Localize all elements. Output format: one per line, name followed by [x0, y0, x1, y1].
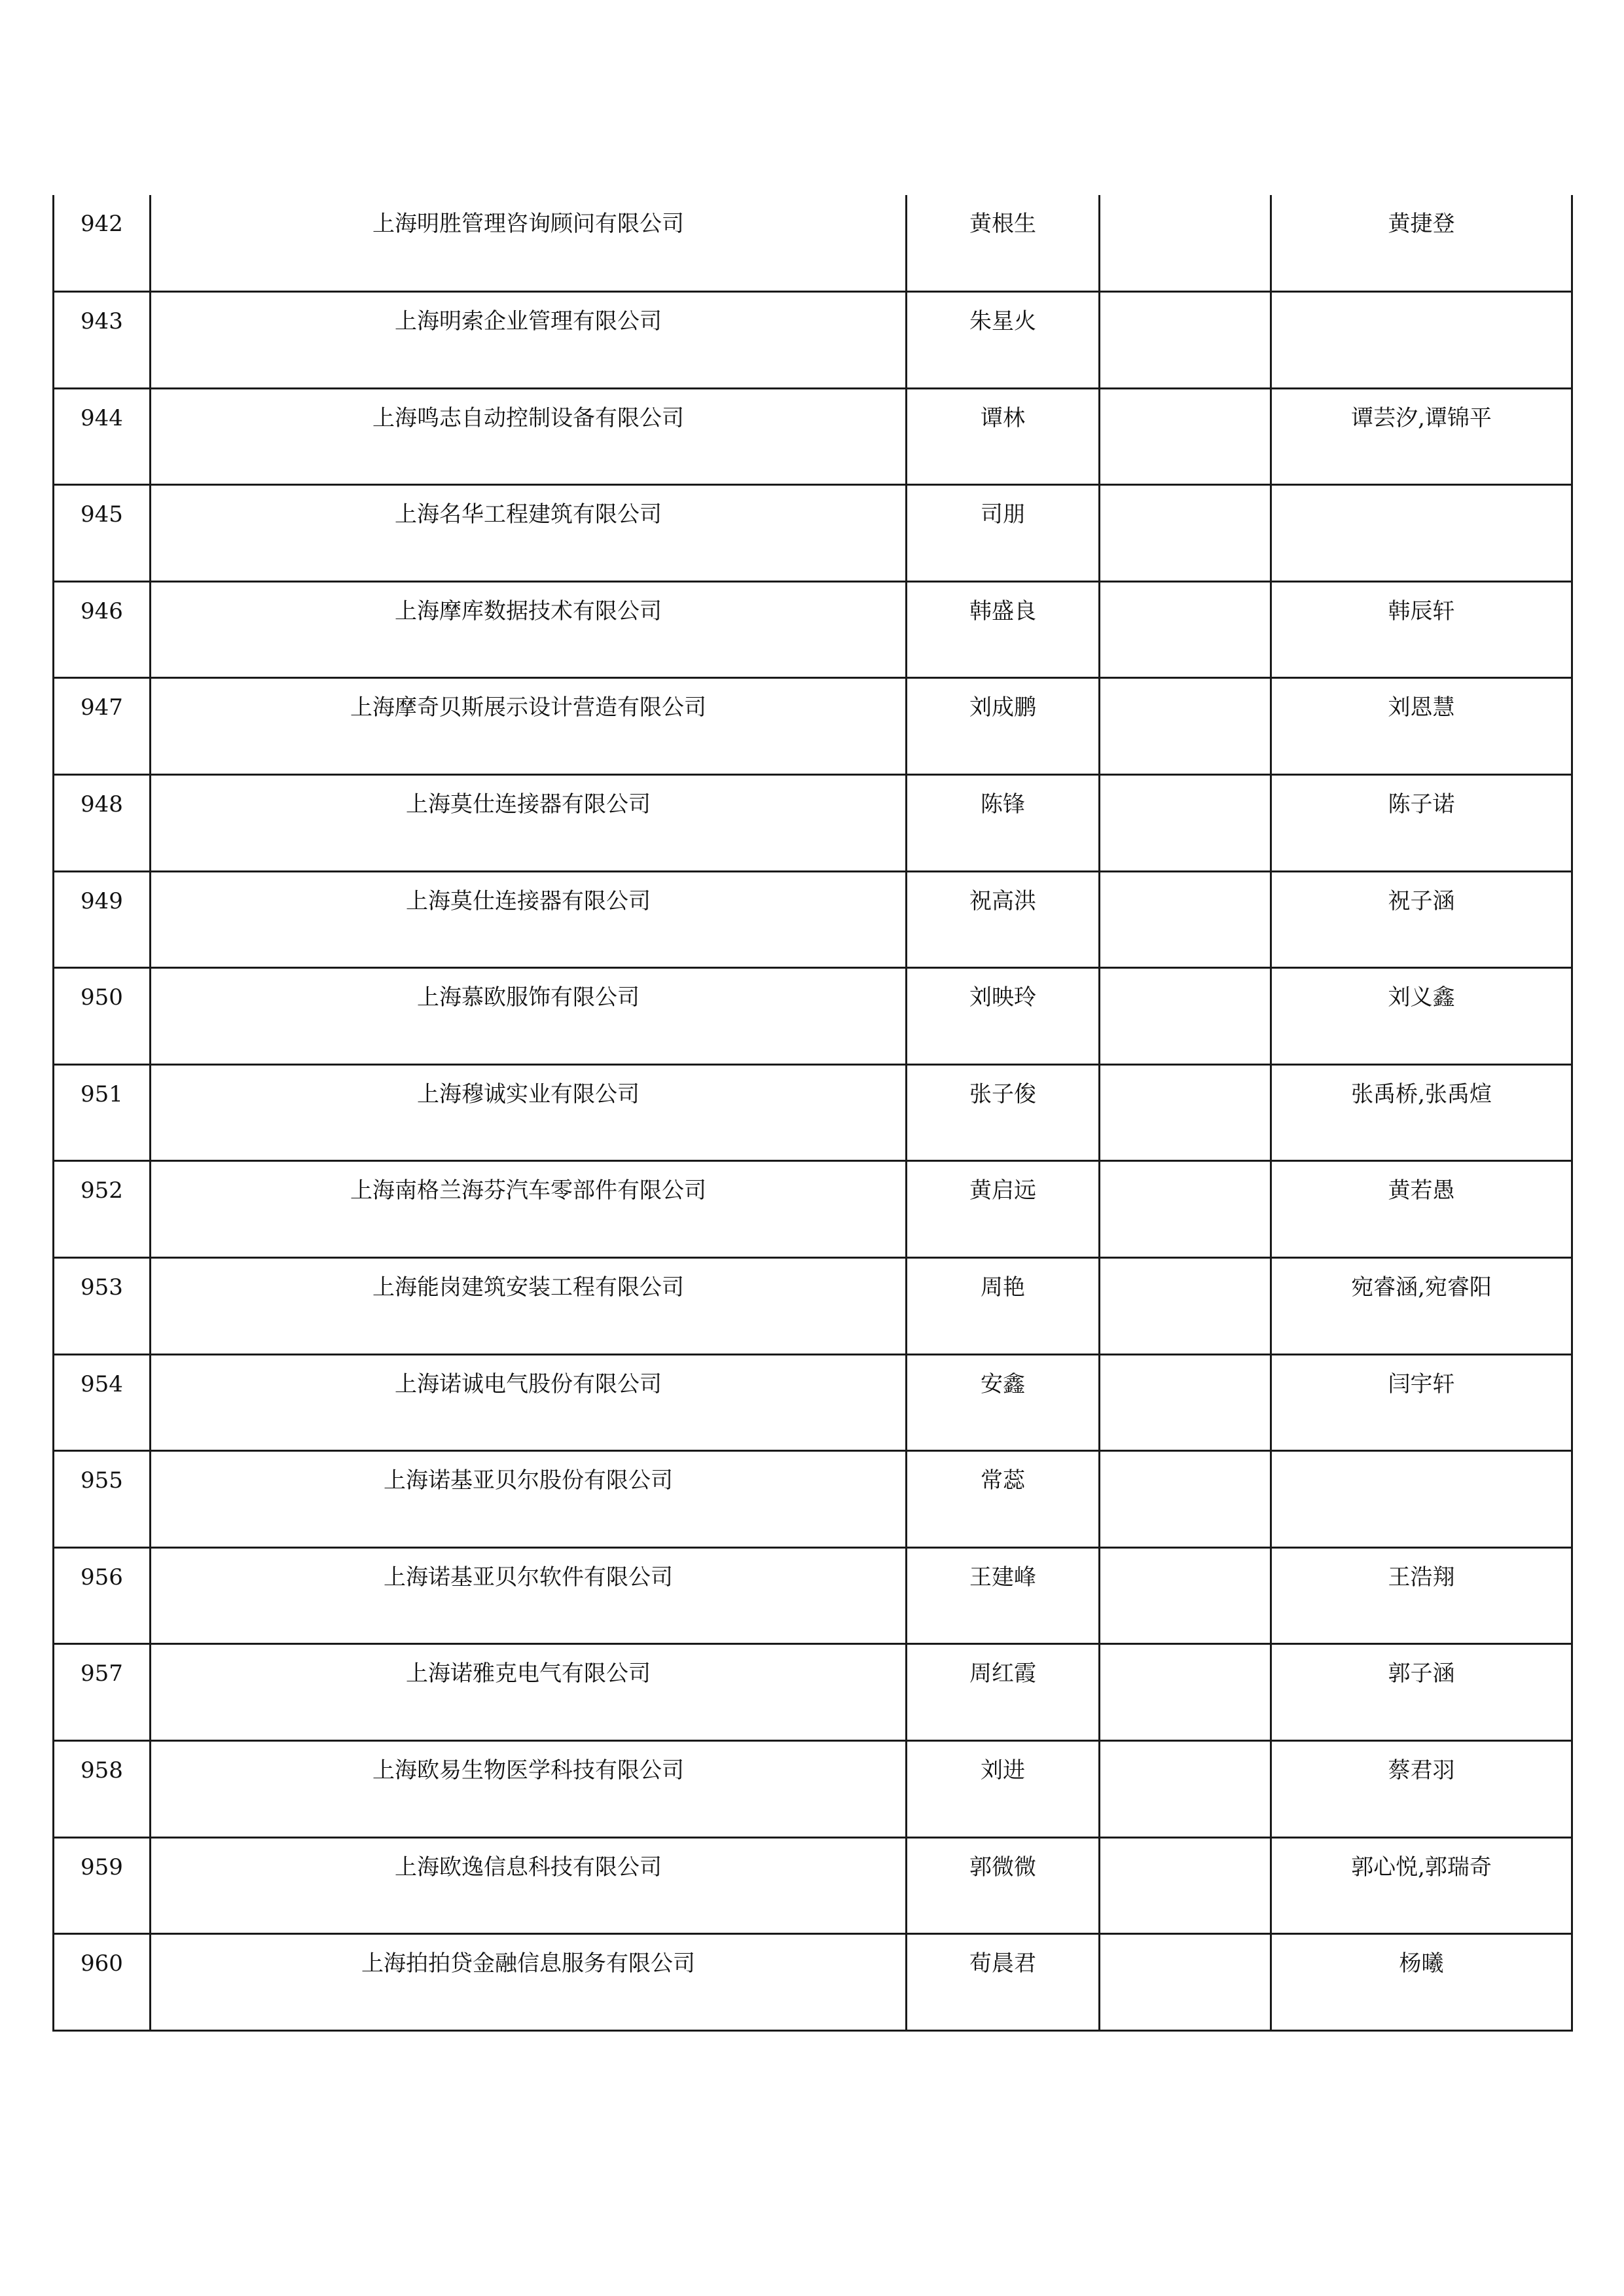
- person-name-cell: 黄启远: [907, 1161, 1100, 1258]
- company-name-cell: 上海穆诚实业有限公司: [151, 1064, 907, 1161]
- blank-cell: [1100, 1451, 1271, 1548]
- person-name-cell: 张子俊: [907, 1064, 1100, 1161]
- person-name-cell: 刘成鹏: [907, 678, 1100, 775]
- children-names-cell: 郭心悦,郭瑞奇: [1271, 1837, 1572, 1934]
- blank-cell: [1100, 1547, 1271, 1644]
- table-row: [54, 1258, 1572, 1355]
- row-number-cell: 960: [54, 1934, 151, 2031]
- blank-cell: [1100, 678, 1271, 775]
- children-names-cell: 刘恩慧: [1271, 678, 1572, 775]
- person-name-cell: 刘进: [907, 1741, 1100, 1838]
- blank-cell: [1100, 871, 1271, 968]
- children-names-cell: 祝子涵: [1271, 871, 1572, 968]
- company-name-cell: 上海慕欧服饰有限公司: [151, 968, 907, 1065]
- row-number-cell: 942: [54, 195, 151, 292]
- table-row: [54, 485, 1572, 582]
- table-row: [54, 581, 1572, 678]
- company-name-cell: 上海名华工程建筑有限公司: [151, 485, 907, 582]
- row-number-cell: 953: [54, 1258, 151, 1355]
- blank-cell: [1100, 1064, 1271, 1161]
- person-name-cell: 黄根生: [907, 195, 1100, 292]
- person-name-cell: 安鑫: [907, 1354, 1100, 1451]
- company-name-cell: 上海诺基亚贝尔股份有限公司: [151, 1451, 907, 1548]
- table-row: [54, 1741, 1572, 1838]
- person-name-cell: 郭微微: [907, 1837, 1100, 1934]
- blank-cell: [1100, 1934, 1271, 2031]
- table-row: [54, 1837, 1572, 1934]
- row-number-cell: 950: [54, 968, 151, 1065]
- company-name-cell: 上海欧易生物医学科技有限公司: [151, 1741, 907, 1838]
- children-names-cell: 陈子诺: [1271, 775, 1572, 872]
- blank-cell: [1100, 1837, 1271, 1934]
- person-name-cell: 谭林: [907, 388, 1100, 485]
- company-name-cell: 上海拍拍贷金融信息服务有限公司: [151, 1934, 907, 2031]
- children-names-cell: 闫宇轩: [1271, 1354, 1572, 1451]
- person-name-cell: 王建峰: [907, 1547, 1100, 1644]
- children-names-cell: 杨曦: [1271, 1934, 1572, 2031]
- row-number-cell: 958: [54, 1741, 151, 1838]
- blank-cell: [1100, 1741, 1271, 1838]
- row-number-cell: 945: [54, 485, 151, 582]
- row-number-cell: 955: [54, 1451, 151, 1548]
- person-name-cell: 司朋: [907, 485, 1100, 582]
- children-names-cell: 郭子涵: [1271, 1644, 1572, 1741]
- row-number-cell: 943: [54, 292, 151, 389]
- person-name-cell: 周艳: [907, 1258, 1100, 1355]
- roster-table-container: [52, 195, 1571, 2032]
- person-name-cell: 周红霞: [907, 1644, 1100, 1741]
- table-row: [54, 388, 1572, 485]
- blank-cell: [1100, 388, 1271, 485]
- table-row: [54, 775, 1572, 872]
- table-row: [54, 1161, 1572, 1258]
- company-name-cell: 上海摩奇贝斯展示设计营造有限公司: [151, 678, 907, 775]
- roster-table-body: [54, 195, 1572, 2030]
- company-name-cell: 上海明胜管理咨询顾问有限公司: [151, 195, 907, 292]
- row-number-cell: 957: [54, 1644, 151, 1741]
- company-name-cell: 上海诺诚电气股份有限公司: [151, 1354, 907, 1451]
- blank-cell: [1100, 1161, 1271, 1258]
- person-name-cell: 朱星火: [907, 292, 1100, 389]
- person-name-cell: 陈锋: [907, 775, 1100, 872]
- blank-cell: [1100, 485, 1271, 582]
- children-names-cell: [1271, 1451, 1572, 1548]
- company-name-cell: 上海南格兰海芬汽车零部件有限公司: [151, 1161, 907, 1258]
- blank-cell: [1100, 775, 1271, 872]
- table-row: [54, 1644, 1572, 1741]
- company-name-cell: 上海莫仕连接器有限公司: [151, 871, 907, 968]
- table-row: [54, 678, 1572, 775]
- children-names-cell: 黄若愚: [1271, 1161, 1572, 1258]
- blank-cell: [1100, 195, 1271, 292]
- table-row: [54, 195, 1572, 292]
- row-number-cell: 947: [54, 678, 151, 775]
- blank-cell: [1100, 1644, 1271, 1741]
- blank-cell: [1100, 292, 1271, 389]
- row-number-cell: 946: [54, 581, 151, 678]
- children-names-cell: 蔡君羽: [1271, 1741, 1572, 1838]
- row-number-cell: 948: [54, 775, 151, 872]
- company-name-cell: 上海明索企业管理有限公司: [151, 292, 907, 389]
- table-row: [54, 1451, 1572, 1548]
- person-name-cell: 祝高洪: [907, 871, 1100, 968]
- children-names-cell: [1271, 292, 1572, 389]
- company-name-cell: 上海莫仕连接器有限公司: [151, 775, 907, 872]
- company-name-cell: 上海能岗建筑安装工程有限公司: [151, 1258, 907, 1355]
- row-number-cell: 954: [54, 1354, 151, 1451]
- children-names-cell: 张禹桥,张禹煊: [1271, 1064, 1572, 1161]
- children-names-cell: 刘义鑫: [1271, 968, 1572, 1065]
- row-number-cell: 951: [54, 1064, 151, 1161]
- row-number-cell: 959: [54, 1837, 151, 1934]
- table-row: [54, 1064, 1572, 1161]
- table-row: [54, 292, 1572, 389]
- table-row: [54, 871, 1572, 968]
- company-name-cell: 上海诺基亚贝尔软件有限公司: [151, 1547, 907, 1644]
- blank-cell: [1100, 1258, 1271, 1355]
- row-number-cell: 949: [54, 871, 151, 968]
- children-names-cell: [1271, 485, 1572, 582]
- children-names-cell: 黄捷登: [1271, 195, 1572, 292]
- company-name-cell: 上海诺雅克电气有限公司: [151, 1644, 907, 1741]
- person-name-cell: 刘映玲: [907, 968, 1100, 1065]
- person-name-cell: 常蕊: [907, 1451, 1100, 1548]
- person-name-cell: 荀晨君: [907, 1934, 1100, 2031]
- blank-cell: [1100, 1354, 1271, 1451]
- blank-cell: [1100, 968, 1271, 1065]
- person-name-cell: 韩盛良: [907, 581, 1100, 678]
- blank-cell: [1100, 581, 1271, 678]
- children-names-cell: 谭芸汐,谭锦平: [1271, 388, 1572, 485]
- table-row: [54, 1354, 1572, 1451]
- table-row: [54, 1547, 1572, 1644]
- company-name-cell: 上海鸣志自动控制设备有限公司: [151, 388, 907, 485]
- row-number-cell: 956: [54, 1547, 151, 1644]
- table-row: [54, 968, 1572, 1065]
- roster-table: [52, 195, 1573, 2032]
- row-number-cell: 952: [54, 1161, 151, 1258]
- children-names-cell: 韩辰轩: [1271, 581, 1572, 678]
- children-names-cell: 王浩翔: [1271, 1547, 1572, 1644]
- company-name-cell: 上海欧逸信息科技有限公司: [151, 1837, 907, 1934]
- company-name-cell: 上海摩库数据技术有限公司: [151, 581, 907, 678]
- row-number-cell: 944: [54, 388, 151, 485]
- children-names-cell: 宛睿涵,宛睿阳: [1271, 1258, 1572, 1355]
- table-row: [54, 1934, 1572, 2031]
